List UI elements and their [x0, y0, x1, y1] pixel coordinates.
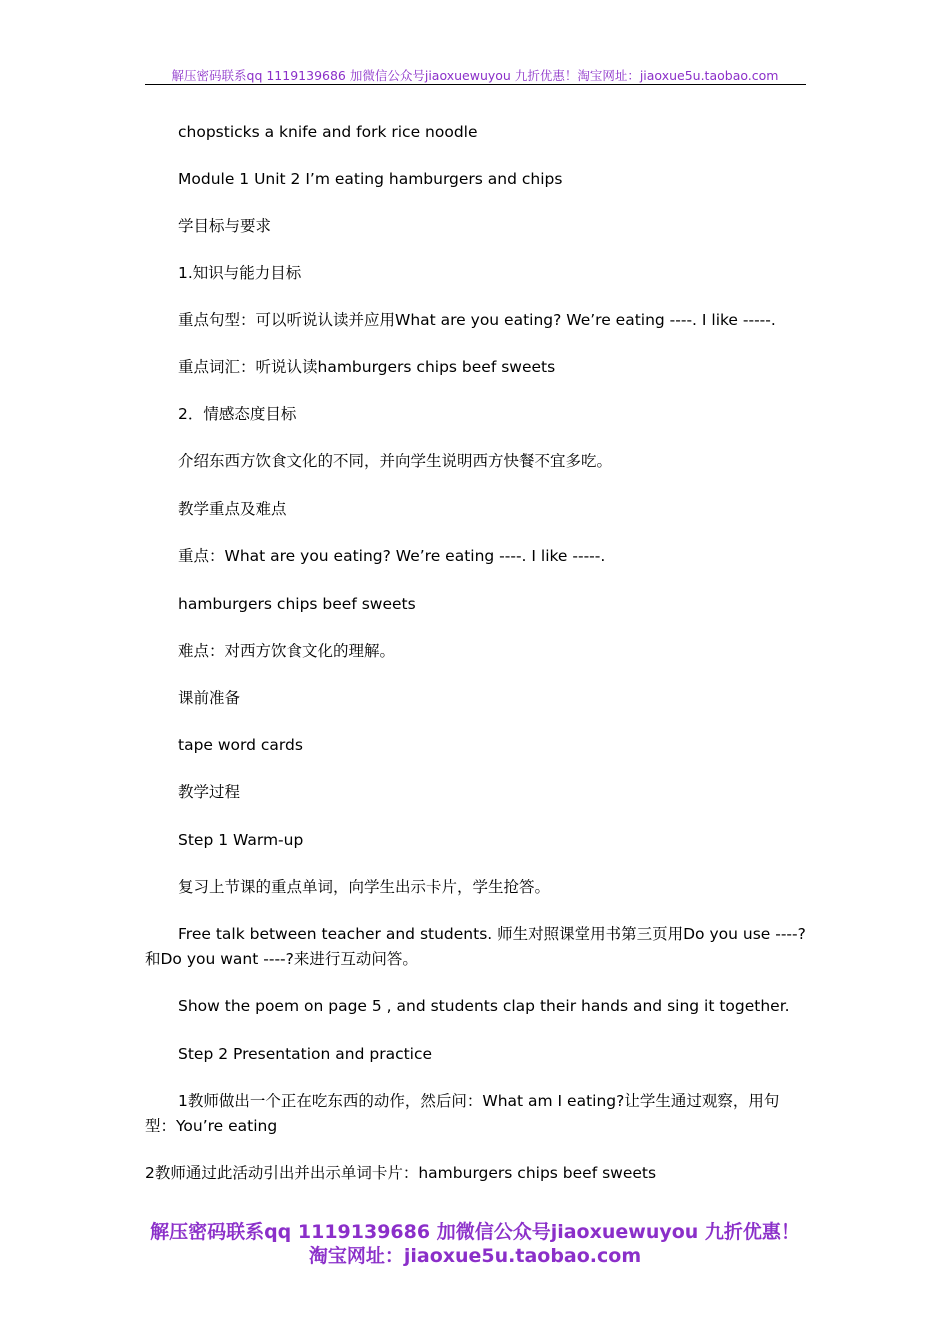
body-line: tape word cards — [178, 736, 303, 754]
body-line: 1教师做出一个正在吃东西的动作，然后问：What am I eating?让学生通过观察，用句 — [178, 1092, 780, 1110]
body-line: Show the poem on page 5 , and students clap their hands and sing it together. — [178, 997, 790, 1015]
footer-line-1: 解压密码联系qq 1119139686 加微信公众号jiaoxuewuyou 九折优惠！ — [150, 1221, 800, 1243]
body-line: Free talk between teacher and students. 师生对照课堂用书第三页用Do you use ----? — [178, 925, 806, 943]
body-line: Step 1 Warm-up — [178, 831, 304, 849]
body-line: 2教师通过此活动引出并出示单词卡片：hamburgers chips beef sweets — [145, 1164, 657, 1182]
body-line: 教学过程 — [178, 783, 241, 801]
body-line: 重点：What are you eating? We’re eating ----. I like -----. — [178, 547, 606, 565]
footer-line-2: 淘宝网址：jiaoxue5u.taobao.com — [308, 1245, 642, 1267]
header-divider — [145, 84, 806, 85]
section-title: Module 1 Unit 2 I’m eating hamburgers and chips — [178, 170, 563, 188]
body-line: 2．情感态度目标 — [178, 405, 297, 423]
body-line: 重点句型：可以听说认读并应用What are you eating? We’re eating ----. I like -----. — [178, 311, 776, 329]
page-header: 解压密码联系qq 1119139686 加微信公众号jiaoxuewuyou 九折优惠！淘宝网址：jiaoxue5u.taobao.com — [171, 68, 779, 83]
body-line: 复习上节课的重点单词，向学生出示卡片，学生抢答。 — [178, 878, 551, 896]
body-line: 学目标与要求 — [178, 217, 272, 235]
body-line: 1.知识与能力目标 — [178, 264, 302, 282]
body-line: 型：You’re eating — [145, 1117, 278, 1135]
body-line: 教学重点及难点 — [178, 500, 287, 518]
body-line: 重点词汇：听说认读hamburgers chips beef sweets — [178, 358, 556, 376]
body-line: hamburgers chips beef sweets — [178, 595, 416, 613]
body-line: 难点：对西方饮食文化的理解。 — [178, 642, 396, 660]
body-line: 和Do you want ----?来进行互动问答。 — [145, 950, 418, 968]
body-line: Step 2 Presentation and practice — [178, 1045, 433, 1063]
body-line: 介绍东西方饮食文化的不同，并向学生说明西方快餐不宜多吃。 — [178, 452, 613, 470]
body-line: 课前准备 — [178, 689, 241, 707]
body-line: chopsticks a knife and fork rice noodle — [178, 123, 478, 141]
